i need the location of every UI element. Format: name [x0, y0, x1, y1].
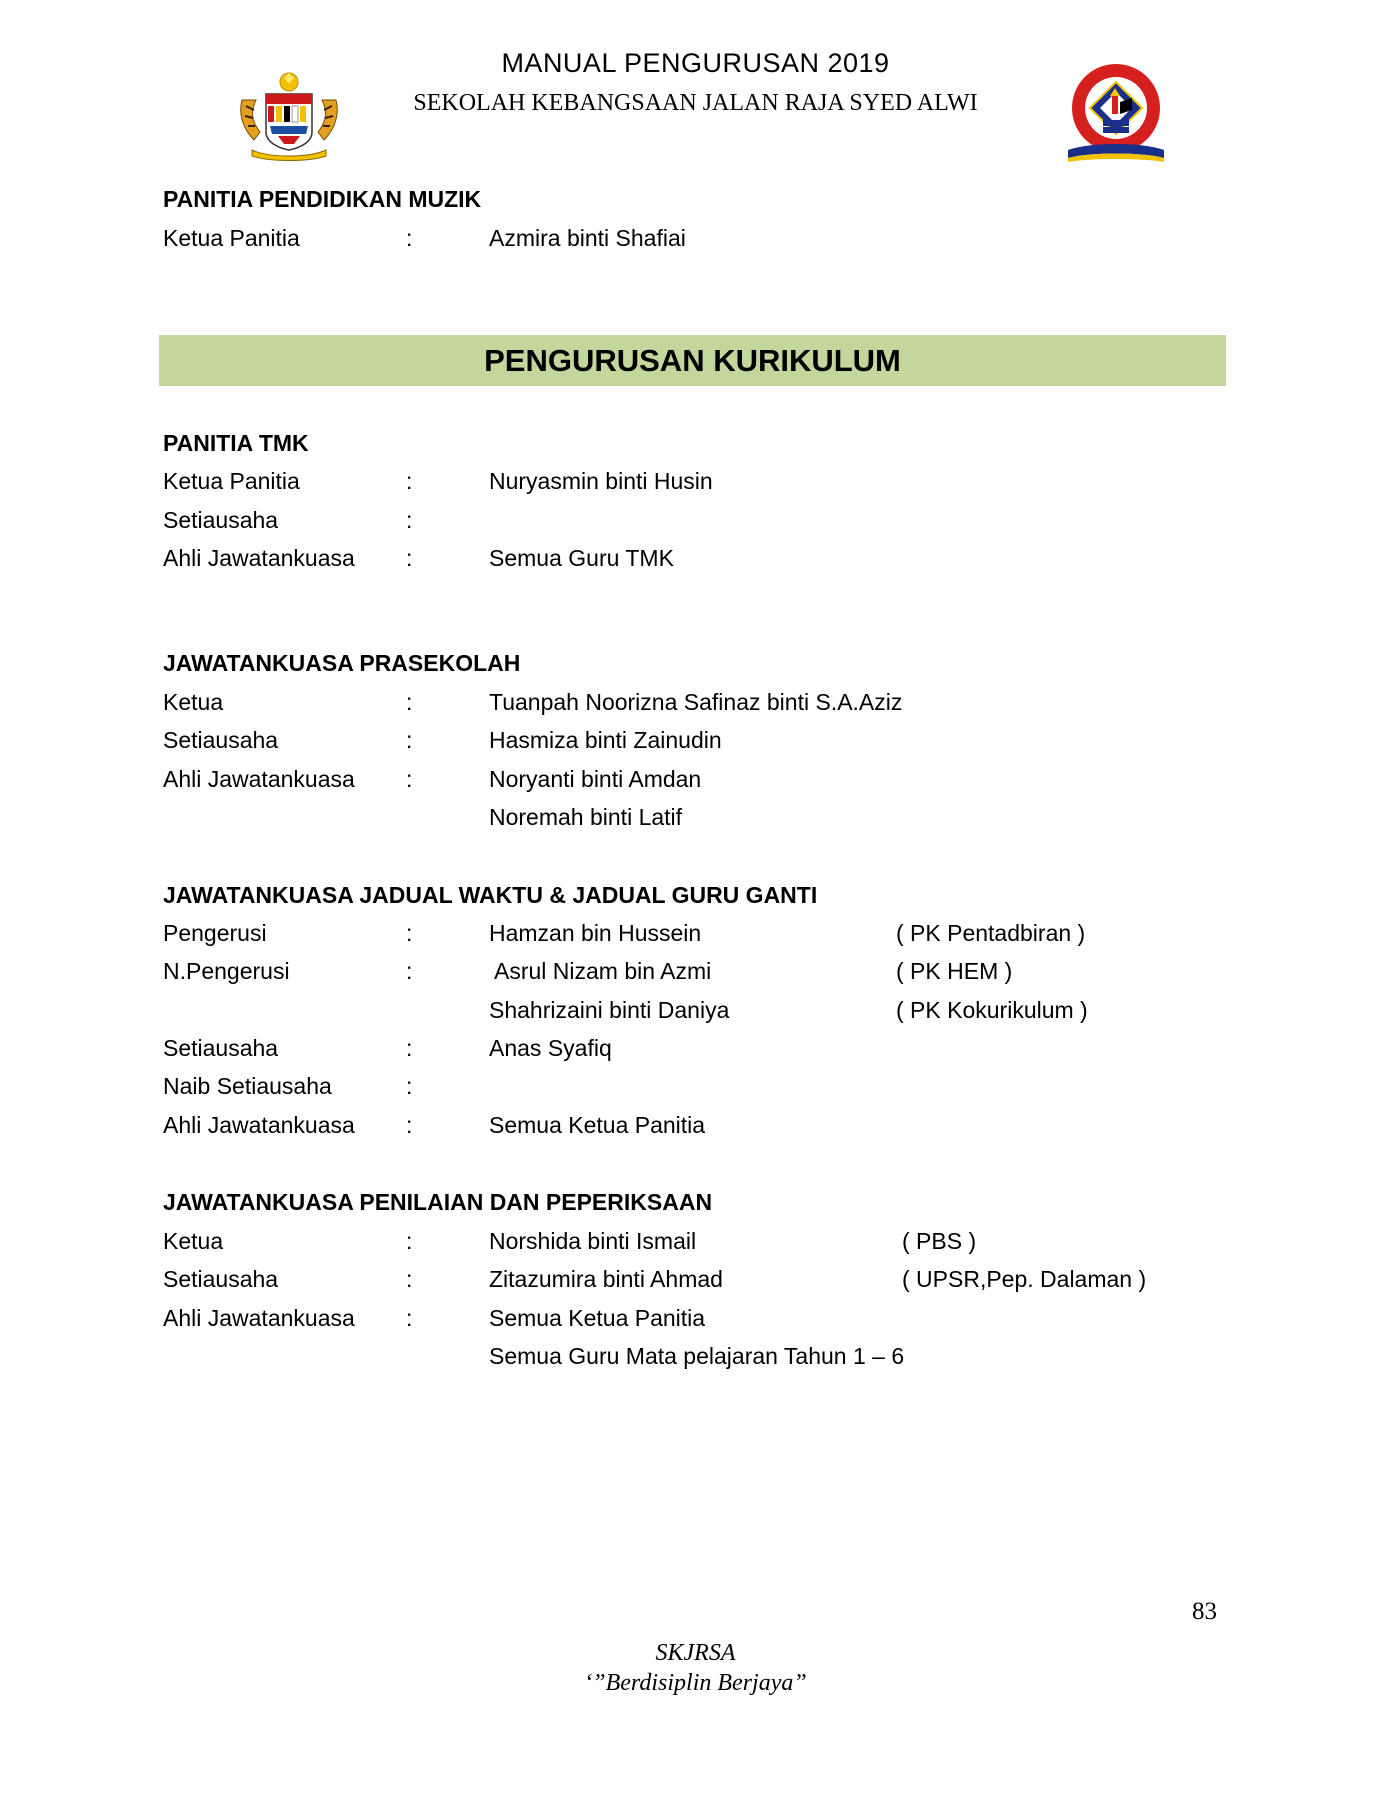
row-label: Ketua: [163, 1228, 224, 1254]
row-note: ( PK Pentadbiran ): [896, 920, 1086, 946]
row-value: Semua Ketua Panitia: [489, 1305, 706, 1331]
muzik-row-ketua: [0, 225, 1391, 255]
penilaian-row: [0, 1343, 1391, 1373]
row-colon: :: [406, 1305, 413, 1331]
row-value: Noremah binti Latif: [489, 804, 683, 830]
row-label: Ketua Panitia: [163, 225, 300, 251]
row-note: ( PK Kokurikulum ): [896, 997, 1088, 1023]
section-heading-penilaian: JAWATANKUASA PENILAIAN DAN PEPERIKSAAN: [163, 1189, 713, 1215]
row-colon: :: [406, 1228, 413, 1254]
row-value: Hamzan bin Hussein: [489, 920, 702, 946]
row-value: Hasmiza binti Zainudin: [489, 727, 722, 753]
jadual-row: [0, 997, 1391, 1027]
row-value: Tuanpah Noorizna Safinaz binti S.A.Aziz: [489, 689, 903, 715]
row-value: Semua Guru TMK: [489, 545, 674, 571]
row-colon: :: [406, 225, 413, 251]
row-value: Noryanti binti Amdan: [489, 766, 702, 792]
prasekolah-row: [0, 804, 1391, 834]
section-heading-jadual: JAWATANKUASA JADUAL WAKTU & JADUAL GURU GANTI: [163, 882, 818, 908]
row-label: Ketua Panitia: [163, 468, 300, 494]
page-number: 83: [1192, 1598, 1217, 1625]
row-label: Ahli Jawatankuasa: [163, 545, 355, 571]
section-heading-tmk: PANITIA TMK: [163, 430, 309, 456]
section-band-pengurusan-kurikulum: PENGURUSAN KURIKULUM: [159, 335, 1226, 386]
row-colon: :: [406, 920, 413, 946]
row-value: Asrul Nizam bin Azmi: [494, 958, 712, 984]
prasekolah-row: [0, 727, 1391, 757]
row-note: ( PK HEM ): [896, 958, 1013, 984]
school-name: SEKOLAH KEBANGSAAN JALAN RAJA SYED ALWI: [413, 90, 978, 116]
penilaian-row: [0, 1228, 1391, 1258]
document-title: MANUAL PENGURUSAN 2019: [501, 48, 890, 78]
tmk-row: [0, 507, 1391, 537]
school-crest-icon: [1060, 62, 1172, 166]
row-value: Shahrizaini binti Daniya: [489, 997, 730, 1023]
row-colon: :: [406, 1073, 413, 1099]
jadual-row: [0, 1073, 1391, 1103]
row-value: Nuryasmin binti Husin: [489, 468, 713, 494]
row-label: Setiausaha: [163, 1035, 279, 1061]
row-colon: :: [406, 766, 413, 792]
row-value: Norshida binti Ismail: [489, 1228, 697, 1254]
row-colon: :: [406, 1112, 413, 1138]
row-colon: :: [406, 468, 413, 494]
prasekolah-row: [0, 689, 1391, 719]
row-colon: :: [406, 1266, 413, 1292]
row-label: Setiausaha: [163, 727, 279, 753]
section-heading-muzik: PANITIA PENDIDIKAN MUZIK: [163, 186, 482, 212]
row-value: Zitazumira binti Ahmad: [489, 1266, 723, 1292]
jadual-row: [0, 1035, 1391, 1065]
prasekolah-row: [0, 766, 1391, 796]
row-label: N.Pengerusi: [163, 958, 290, 984]
row-label: Setiausaha: [163, 1266, 279, 1292]
row-colon: :: [406, 507, 413, 533]
row-label: Pengerusi: [163, 920, 267, 946]
malaysia-coat-of-arms-icon: [234, 70, 344, 162]
row-note: ( PBS ): [902, 1228, 977, 1254]
jadual-row: [0, 1112, 1391, 1142]
penilaian-row: [0, 1266, 1391, 1296]
row-label: Naib Setiausaha: [163, 1073, 332, 1099]
row-label: Ketua: [163, 689, 224, 715]
penilaian-row: [0, 1305, 1391, 1335]
footer-school-code: SKJRSA: [655, 1640, 736, 1666]
row-label: Setiausaha: [163, 507, 279, 533]
jadual-row: [0, 920, 1391, 950]
row-colon: :: [406, 958, 413, 984]
row-colon: :: [406, 727, 413, 753]
row-value: Semua Guru Mata pelajaran Tahun 1 – 6: [489, 1343, 905, 1369]
tmk-row: [0, 468, 1391, 498]
row-label: Ahli Jawatankuasa: [163, 766, 355, 792]
row-colon: :: [406, 689, 413, 715]
footer-motto: ‘”Berdisiplin Berjaya”: [584, 1670, 807, 1696]
section-heading-prasekolah: JAWATANKUASA PRASEKOLAH: [163, 650, 521, 676]
row-colon: :: [406, 1035, 413, 1061]
jadual-row: [0, 958, 1391, 988]
row-value: Anas Syafiq: [489, 1035, 612, 1061]
row-label: Ahli Jawatankuasa: [163, 1112, 355, 1138]
row-note: ( UPSR,Pep. Dalaman ): [902, 1266, 1147, 1292]
tmk-row: [0, 545, 1391, 575]
row-label: Ahli Jawatankuasa: [163, 1305, 355, 1331]
row-colon: :: [406, 545, 413, 571]
row-value: Azmira binti Shafiai: [489, 225, 686, 251]
row-value: Semua Ketua Panitia: [489, 1112, 706, 1138]
